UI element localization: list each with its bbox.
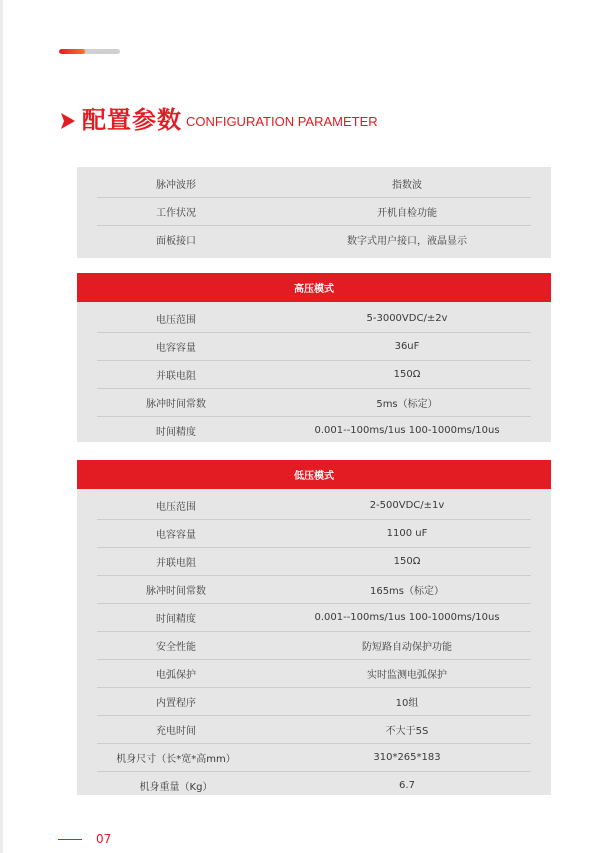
row-value: 6.7 xyxy=(399,779,415,791)
table-row xyxy=(77,491,551,519)
row-label: 电压范围 xyxy=(156,501,196,513)
row-value: 实时监测电弧保护 xyxy=(367,669,447,681)
page-number: 07 xyxy=(96,832,112,846)
table-row xyxy=(77,603,551,631)
row-value: 150Ω xyxy=(393,555,421,567)
row-label: 机身尺寸（长*宽*高mm） xyxy=(116,753,236,765)
high-voltage-header: 高压模式 xyxy=(77,273,551,302)
table-row xyxy=(77,771,551,799)
table-row xyxy=(77,225,551,253)
row-label: 内置程序 xyxy=(156,697,196,709)
table-row xyxy=(77,687,551,715)
row-value: 0.001--100ms/1us 100-1000ms/10us xyxy=(314,424,500,436)
table-row xyxy=(77,332,551,360)
footer-rule xyxy=(58,839,82,840)
section-heading xyxy=(60,104,378,134)
row-label: 工作状况 xyxy=(156,207,196,219)
row-label: 脉冲时间常数 xyxy=(146,398,206,410)
page-footer xyxy=(58,832,111,846)
row-value: 310*265*183 xyxy=(373,751,441,763)
arrow-right-icon xyxy=(60,111,76,131)
row-value: 165ms（标定） xyxy=(369,585,445,597)
table-row xyxy=(77,519,551,547)
row-label: 电容容量 xyxy=(156,342,196,354)
row-value: 1100 uF xyxy=(386,527,428,539)
table-row xyxy=(77,659,551,687)
row-label: 安全性能 xyxy=(156,641,196,653)
table-row xyxy=(77,631,551,659)
table-row xyxy=(77,169,551,197)
section-title-cn: 配置参数 xyxy=(82,106,182,134)
row-value: 10组 xyxy=(395,697,419,709)
row-value: 指数波 xyxy=(392,179,422,191)
row-value: 不大于5S xyxy=(385,725,429,737)
row-label: 电容容量 xyxy=(156,529,196,541)
table-row xyxy=(77,197,551,225)
general-spec-table xyxy=(77,167,551,258)
row-label: 面板接口 xyxy=(156,235,196,247)
section-title-en: CONFIGURATION PARAMETER xyxy=(186,114,378,129)
row-value: 2-500VDC/±1v xyxy=(369,499,445,511)
row-label: 并联电阻 xyxy=(156,557,196,569)
row-label: 电压范围 xyxy=(156,314,196,326)
row-label: 机身重量（Kg） xyxy=(139,781,213,793)
row-value: 开机自检功能 xyxy=(377,207,437,219)
row-value: 数字式用户接口，液晶显示 xyxy=(347,235,467,247)
table-row xyxy=(77,388,551,416)
low-voltage-header: 低压模式 xyxy=(77,460,551,489)
table-row xyxy=(77,547,551,575)
row-label: 充电时间 xyxy=(156,725,196,737)
row-label: 并联电阻 xyxy=(156,370,196,382)
row-value: 防短路自动保护功能 xyxy=(362,641,452,653)
accent-bar xyxy=(59,49,120,54)
row-label: 脉冲波形 xyxy=(156,179,196,191)
table-row xyxy=(77,360,551,388)
row-value: 5ms（标定） xyxy=(376,398,438,410)
accent-bar-fill xyxy=(59,49,85,54)
table-row xyxy=(77,575,551,603)
row-value: 5-3000VDC/±2v xyxy=(366,312,448,324)
row-value: 36uF xyxy=(394,340,420,352)
high-voltage-table xyxy=(77,273,551,442)
table-row xyxy=(77,304,551,332)
row-label: 脉冲时间常数 xyxy=(146,585,206,597)
table-row xyxy=(77,715,551,743)
table-row xyxy=(77,743,551,771)
table-row xyxy=(77,416,551,444)
row-label: 电弧保护 xyxy=(156,669,196,681)
page-edge xyxy=(0,0,3,853)
row-value: 0.001--100ms/1us 100-1000ms/10us xyxy=(314,611,500,623)
row-label: 时间精度 xyxy=(156,426,196,438)
row-label: 时间精度 xyxy=(156,613,196,625)
low-voltage-table xyxy=(77,460,551,795)
row-value: 150Ω xyxy=(393,368,421,380)
